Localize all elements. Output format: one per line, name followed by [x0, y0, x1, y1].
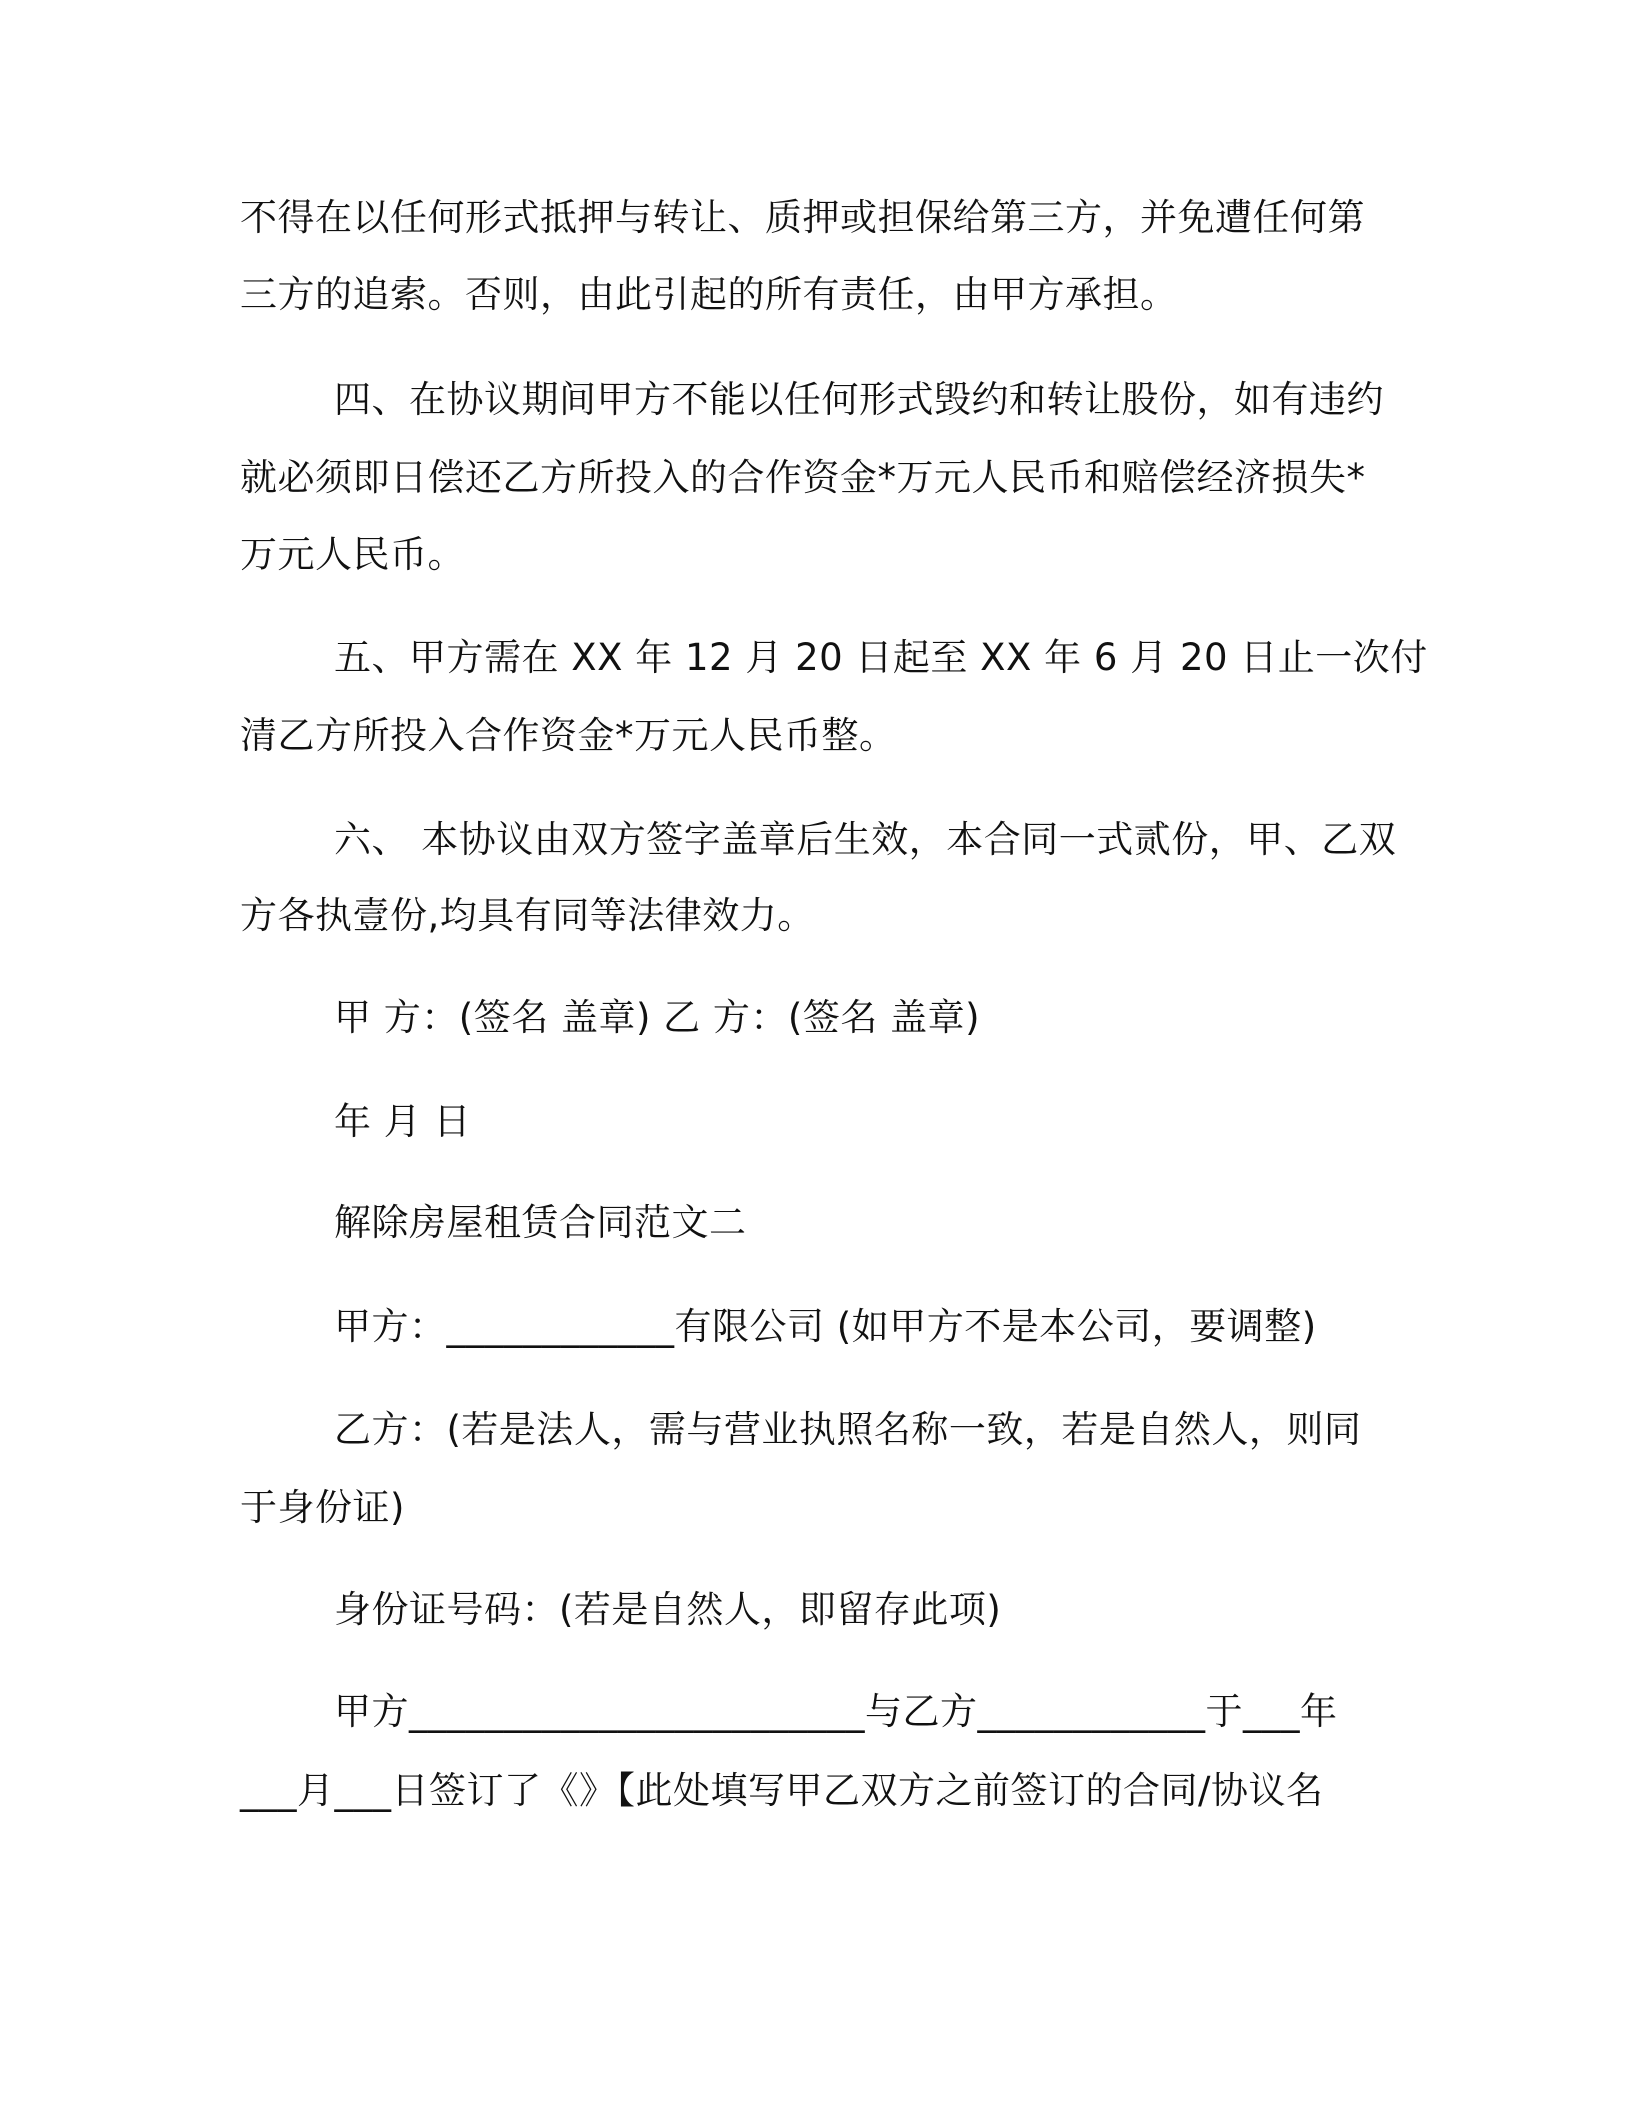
- paragraph-3-line-1: 不得在以任何形式抵押与转让、质押或担保给第三方，并免遭任何第: [240, 196, 1365, 239]
- agreement-line-2: ___月___日签订了《》【此处填写甲乙双方之前签订的合同/协议名: [240, 1769, 1324, 1812]
- date-line: 年 月 日: [334, 1100, 472, 1143]
- party-b-line-1: 乙方：(若是法人，需与营业执照名称一致，若是自然人，则同: [334, 1408, 1362, 1451]
- signature-line: 甲 方：(签名 盖章) 乙 方：(签名 盖章): [334, 996, 981, 1039]
- paragraph-5-line-1: 五、甲方需在 XX 年 12 月 20 日起至 XX 年 6 月 20 日止一次付: [334, 636, 1428, 679]
- paragraph-5-line-2: 清乙方所投入合作资金*万元人民币整。: [240, 714, 897, 757]
- paragraph-4-line-3: 万元人民币。: [240, 533, 465, 576]
- party-b-line-2: 于身份证): [240, 1486, 405, 1529]
- paragraph-4-line-1: 四、在协议期间甲方不能以任何形式毁约和转让股份，如有违约: [334, 378, 1384, 421]
- agreement-line-1: 甲方________________________与乙方____________于___年: [334, 1690, 1338, 1733]
- paragraph-6-line-1: 六、 本协议由双方签字盖章后生效，本合同一式贰份，甲、乙双: [334, 818, 1397, 861]
- section-title: 解除房屋租赁合同范文二: [334, 1201, 747, 1244]
- party-a-line: 甲方：____________有限公司 (如甲方不是本公司，要调整): [334, 1305, 1317, 1348]
- paragraph-6-line-2: 方各执壹份,均具有同等法律效力。: [240, 894, 815, 937]
- paragraph-3-line-2: 三方的追索。否则，由此引起的所有责任，由甲方承担。: [240, 273, 1178, 316]
- paragraph-4-line-2: 就必须即日偿还乙方所投入的合作资金*万元人民币和赔偿经济损失*: [240, 456, 1366, 499]
- id-number-line: 身份证号码：(若是自然人，即留存此项): [334, 1588, 1002, 1631]
